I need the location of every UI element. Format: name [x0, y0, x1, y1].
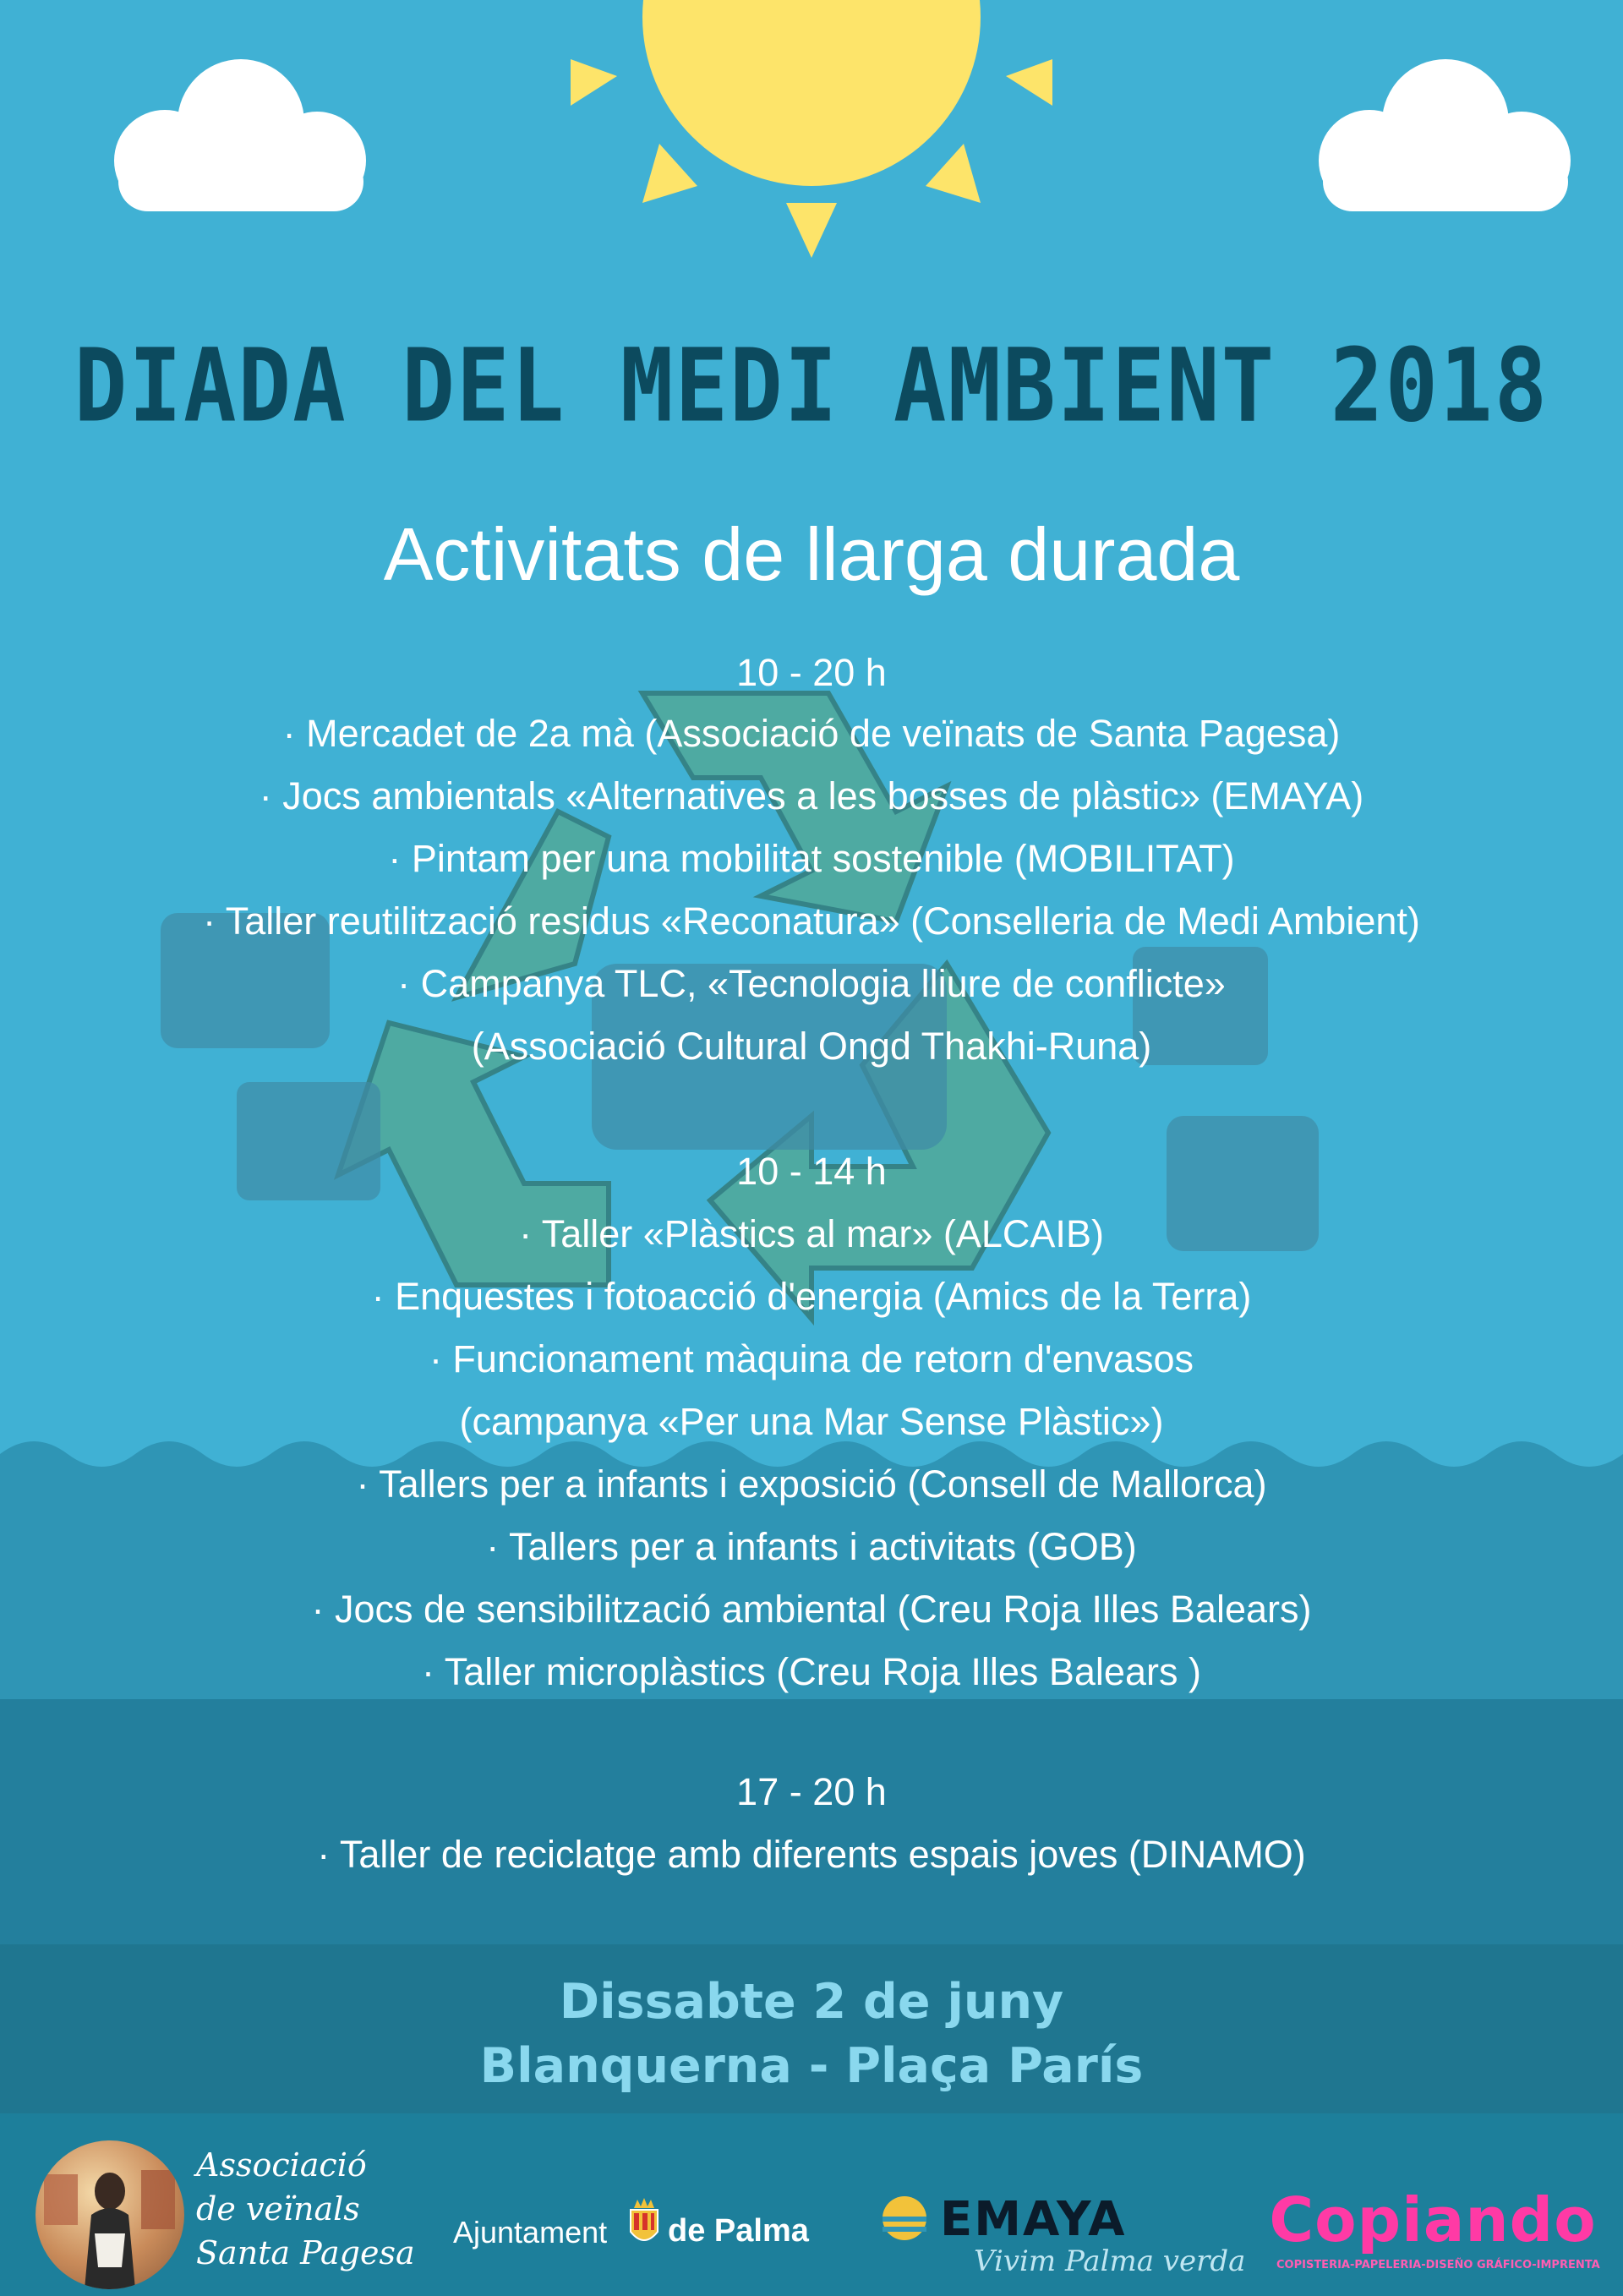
ajuntament-label: Ajuntament — [453, 2215, 608, 2250]
schedule-item: · Tallers per a infants i activitats (GOB) — [486, 1525, 1137, 1568]
page-title: DIADA DEL MEDI AMBIENT 2018 — [74, 325, 1549, 446]
avv-logo — [36, 2140, 184, 2289]
schedule-item: (campanya «Per una Mar Sense Plàstic») — [459, 1400, 1164, 1443]
schedule-item: · Tallers per a infants i exposició (Consell de Mallorca) — [356, 1462, 1267, 1506]
schedule-time: 17 - 20 h — [736, 1770, 887, 1813]
copiando-tagline: COPISTERIA-PAPELERIA-DISEÑO GRÁFICO-IMPRENTA — [1276, 2259, 1600, 2271]
copiando-logo: Copiando — [1269, 2184, 1597, 2255]
schedule-item: · Taller de reciclatge amb diferents espais joves (DINAMO) — [317, 1833, 1306, 1876]
emaya-logo — [879, 2193, 1226, 2244]
cloud-icon — [1285, 51, 1589, 211]
page-subtitle: Activitats de llarga durada — [383, 512, 1240, 596]
schedule-item: · Taller «Plàstics al mar» (ALCAIB) — [519, 1212, 1104, 1255]
avv-name-line: Associació — [196, 2146, 367, 2184]
avv-name-line: Santa Pagesa — [196, 2234, 415, 2271]
event-place: Blanquerna - Plaça París — [479, 2038, 1144, 2094]
schedule-time: 10 - 20 h — [736, 651, 887, 694]
emaya-name: EMAYA — [940, 2193, 1127, 2244]
schedule-item: · Campanya TLC, «Tecnologia lliure de conflicte» — [397, 962, 1226, 1005]
schedule-item: · Pintam per una mobilitat sostenible (MOBILITAT) — [388, 837, 1235, 880]
schedule-item: · Jocs de sensibilització ambiental (Creu Roja Illes Balears) — [311, 1588, 1312, 1631]
event-date: Dissabte 2 de juny — [559, 1974, 1064, 2030]
schedule-item: (Associació Cultural Ongd Thakhi-Runa) — [471, 1025, 1152, 1068]
sun-icon — [473, 0, 1150, 338]
schedule-item: · Jocs ambientals «Alternatives a les bosses de plàstic» (EMAYA) — [259, 774, 1364, 817]
schedule-item: · Taller reutilització residus «Reconatura» (Conselleria de Medi Ambient) — [203, 899, 1420, 943]
schedule-time: 10 - 14 h — [736, 1150, 887, 1193]
schedule-item: · Funcionament màquina de retorn d'envasos — [429, 1337, 1194, 1380]
cloud-icon — [80, 51, 385, 211]
depalma-label: de Palma — [668, 2213, 809, 2249]
schedule-item: · Mercadet de 2a mà (Associació de veïnats de Santa Pagesa) — [282, 712, 1341, 755]
emaya-tagline: Vivim Palma verda — [974, 2244, 1246, 2278]
crest-icon — [626, 2198, 663, 2250]
schedule-item: · Enquestes i fotoacció d'energia (Amics de la Terra) — [371, 1275, 1252, 1318]
schedule-item: · Taller microplàstics (Creu Roja Illes Balears ) — [422, 1650, 1201, 1693]
avv-name-line: de veïnals — [196, 2190, 360, 2228]
